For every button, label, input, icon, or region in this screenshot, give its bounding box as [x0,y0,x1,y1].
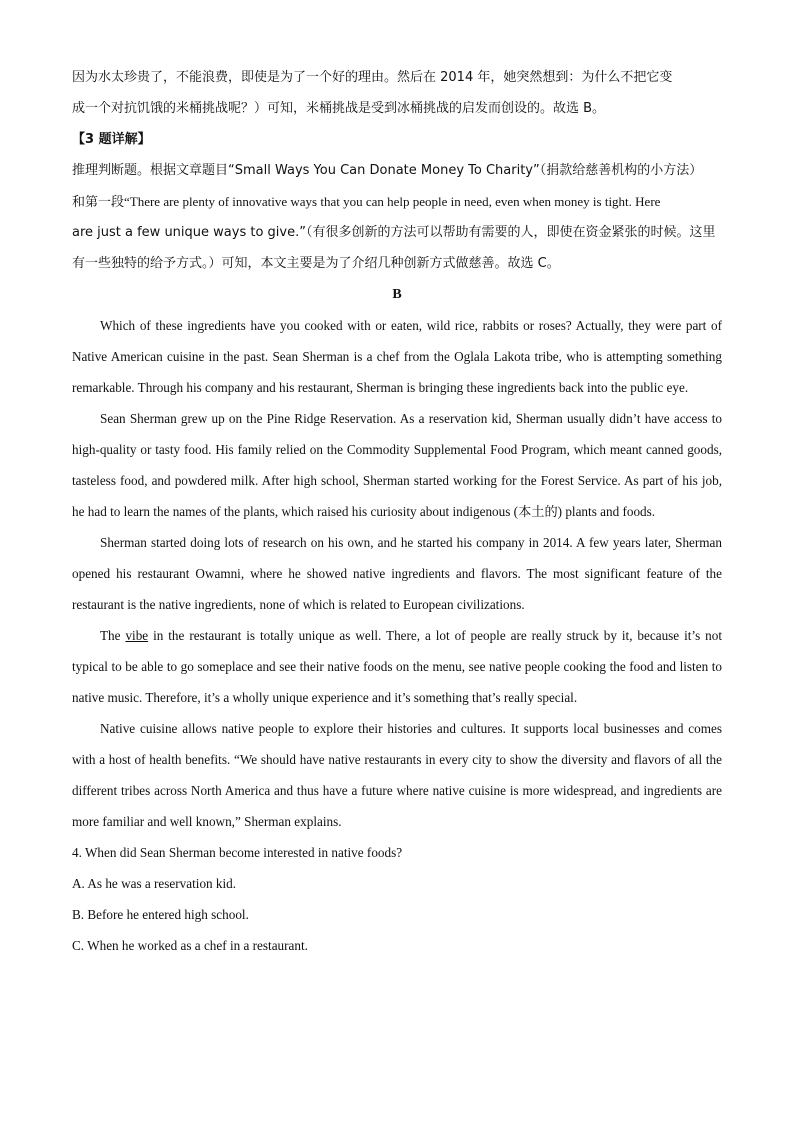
question-4-option-a: A. As he was a reservation kid. [72,876,237,891]
q3-explanation-line-1: 推理判断题。根据文章题目“Small Ways You Can Donate Money To Charity”（捐款给慈善机构的小方法） [72,163,703,178]
underlined-word-vibe: vibe [125,628,149,643]
question-4-option-b: B. Before he entered high school. [72,907,249,922]
p4-lead: The [100,628,126,643]
passage-paragraph-1: Which of these ingredients have you cooked with or eaten, wild rice, rabbits or roses? Actually, they were part of Native American cuisine in the past. Sean Sherman is a chef from the Oglala Lakota tribe, who is attempting something remarkable. Through his company and his restaurant, Sherman is bringing these ingredients back into the public eye. [72,318,722,395]
q3-explanation-line-3: are just a few unique ways to give.”（有很多创新的方法可以帮助有需要的人，即使在资金紧张的时候。这里 [72,225,716,240]
section-heading: B [392,287,402,302]
question-4-option-c: C. When he worked as a chef in a restaurant. [72,938,308,953]
document-page [72,62,722,961]
passage-paragraph-4 [72,620,722,713]
passage-paragraph-3: Sherman started doing lots of research on his own, and he started his company in 2014. A few years later, Sherman opened his restaurant Owamni, where he showed native ingredients and flavors. The most significant feature of the restaurant is the native ingredients, none of which is related to European civilizations. [72,535,722,612]
q3-explanation-line-2: 和第一段“There are plenty of innovative ways that you can help people in need, even when money is tight. Here [72,194,661,209]
q2-explanation-line-2: 成一个对抗饥饿的米桶挑战呢？）可知，米桶挑战是受到冰桶挑战的启发而创设的。故选 B。 [72,101,606,116]
passage-paragraph-5: Native cuisine allows native people to explore their histories and cultures. It supports local businesses and comes with a host of health benefits. “We should have native restaurants in every city to show the diversity and flavors of all the different tribes across North America and thus have a future where native cuisine is more widespread, and ingredients are more familiar and well known,” Sherman explains. [72,721,722,829]
q3-heading: 【3 题详解】 [72,132,151,147]
passage-paragraph-2: Sean Sherman grew up on the Pine Ridge Reservation. As a reservation kid, Sherman usually didn’t have access to high-quality or tasty food. His family relied on the Commodity Supplemental Food Program, which meant canned goods, tasteless food, and powdered milk. After high school, Sherman started working for the Forest Service. As part of his job, he had to learn the names of the plants, which raised his curiosity about indigenous (本土的) plants and foods. [72,411,722,519]
p4-rest: in the restaurant is totally unique as well. There, a lot of people are really struck by it, because it’s not typical to be able to go someplace and see their native foods on the menu, see native people cooking the food and listen to native music. Therefore, it’s a wholly unique experience and it’s something that’s really special. [72,628,722,705]
q3-explanation-line-4: 有一些独特的给予方式。）可知，本文主要是为了介绍几种创新方式做慈善。故选 C。 [72,256,560,271]
q2-explanation-line-1: 因为水太珍贵了，不能浪费，即使是为了一个好的理由。然后在 2014 年，她突然想到：为什么不把它变 [72,70,673,85]
question-4-stem: 4. When did Sean Sherman become interested in native foods? [72,845,403,860]
